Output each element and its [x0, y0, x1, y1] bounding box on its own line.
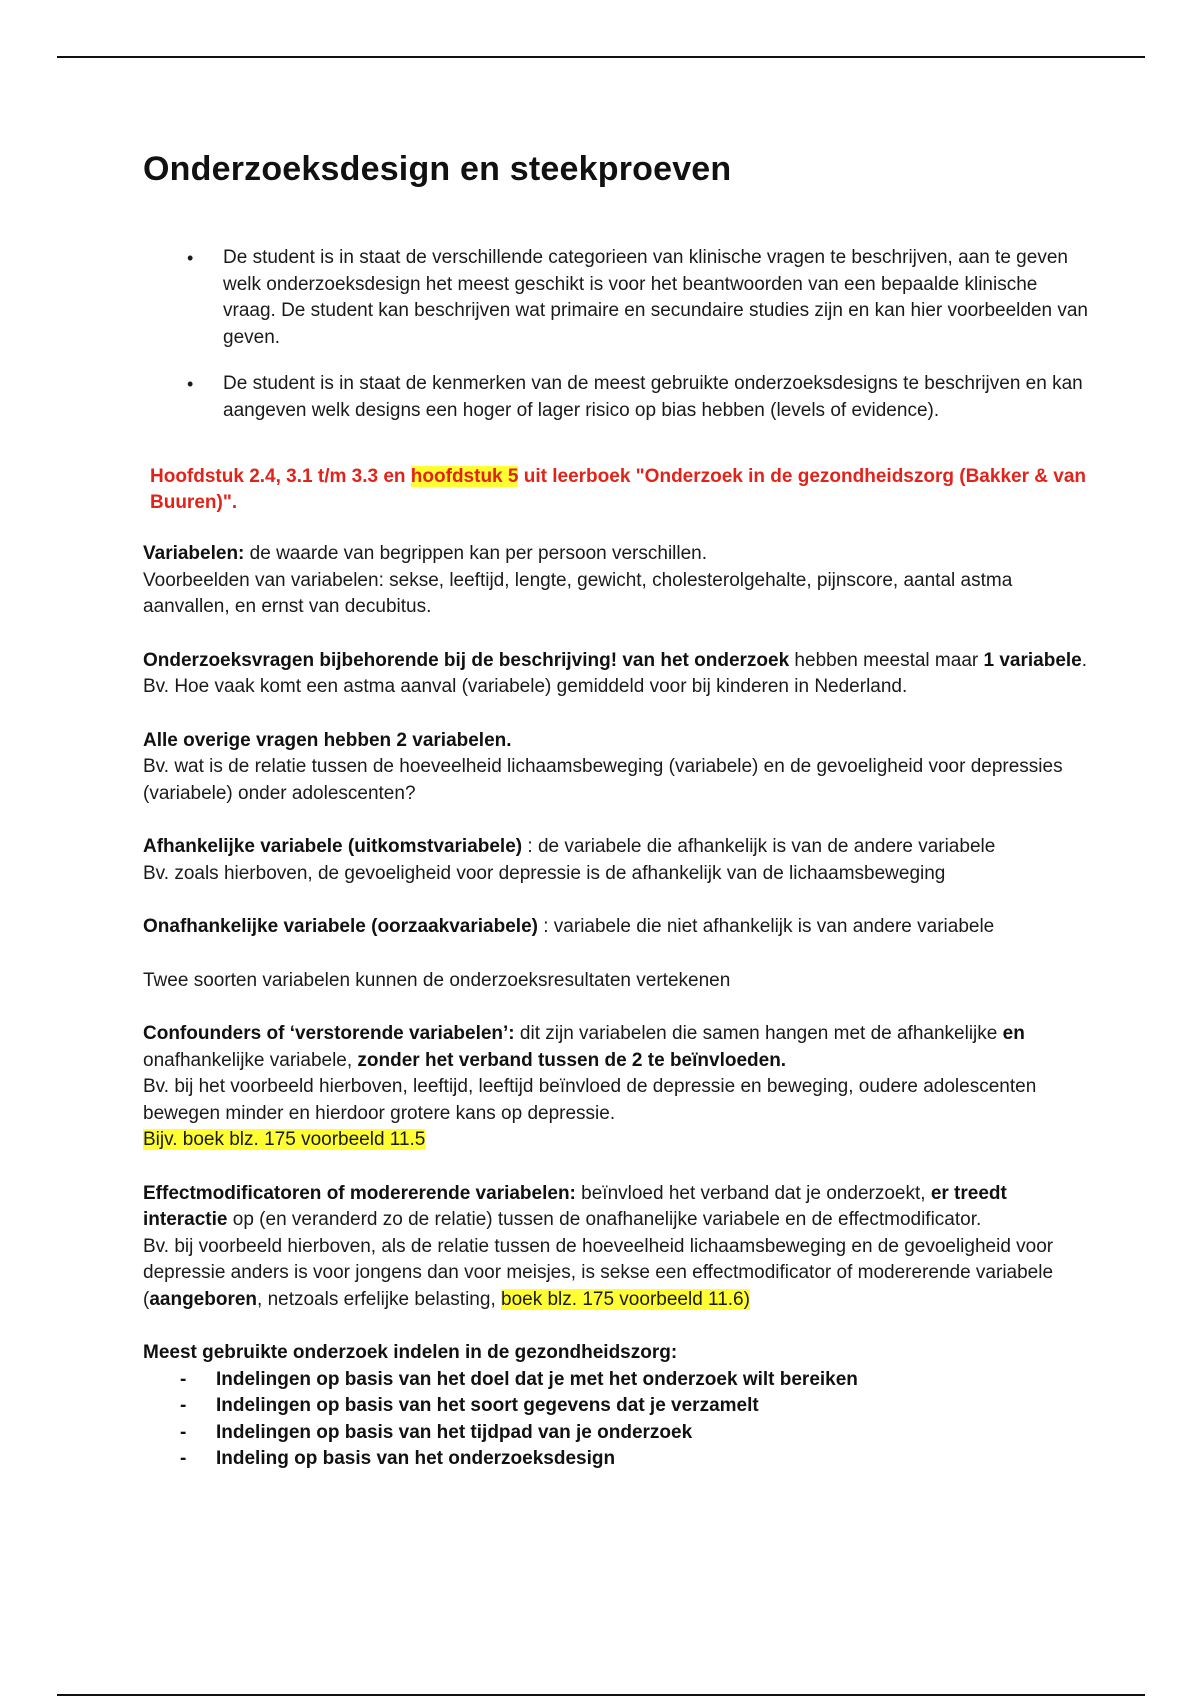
- list-item-text: Indelingen op basis van het soort gegevens dat je verzamelt: [216, 1395, 759, 1416]
- indelen-heading-text: Meest gebruikte onderzoek indelen in de gezondheidszorg:: [143, 1342, 678, 1363]
- beschrijving-bold-2: 1 variabele: [983, 649, 1082, 671]
- effectmod-bold-2: er treedt interactie: [143, 1182, 1007, 1230]
- list-item-text: Indelingen op basis van het tijdpad van je onderzoek: [216, 1421, 693, 1443]
- beschrijving-bold: Onderzoeksvragen bijbehorende bij de beschrijving! van het onderzoek: [143, 649, 790, 671]
- effectmod-term: Effectmodificatoren of modererende variabelen:: [143, 1182, 576, 1204]
- confounders-highlight: Bijv. boek blz. 175 voorbeeld 11.5: [143, 1129, 426, 1150]
- effectmod-bold-3: aangeboren: [149, 1288, 258, 1310]
- objective-text: De student is in staat de kenmerken van de meest gebruikte onderzoeksdesigns te beschrijven en kan aangeven welk designs een hoger of lager risico op bias hebben (levels of evidence).: [223, 373, 1083, 421]
- list-item-text: Indeling op basis van het onderzoeksdesign: [216, 1448, 616, 1469]
- dash-icon: -: [180, 1421, 187, 1443]
- bullet-icon: •: [187, 248, 194, 268]
- overige-bold: Alle overige vragen hebben 2 variabelen.: [143, 729, 512, 751]
- objective-text: De student is in staat de verschillende categorieen van klinische vragen te beschrijven, aan te geven welk onderzoeksdesign het meest geschikt is voor het beantwoorden van een bepaalde klinische vraag. De student kan beschrijven wat primaire en secundaire studies zijn en kan hier voorbeelden van geven.: [223, 247, 1088, 348]
- document-page: [143, 150, 1088, 1473]
- beschrijving-paragraph: [143, 648, 1088, 701]
- variabelen-term: Variabelen:: [143, 543, 245, 564]
- learning-objectives: [143, 245, 1088, 424]
- variabelen-examples: Voorbeelden van variabelen: sekse, leeftijd, lengte, gewicht, cholesterolgehalte, pijnscore, aantal astma aanvallen, en ernst van decubitus.: [143, 569, 1013, 617]
- confounders-bold-en: en: [1002, 1023, 1025, 1044]
- effectmod-definition: [143, 1181, 1088, 1234]
- confounders-definition: [143, 1021, 1088, 1074]
- indelen-heading: [143, 1340, 1088, 1367]
- list-item: [143, 1367, 1088, 1394]
- confounders-example: Bv. bij het voorbeeld hierboven, leeftijd, leeftijd beïnvloed de depressie en beweging, oudere adolescenten bewegen minder en hierdoor grotere kans op depressie.: [143, 1076, 1037, 1124]
- effectmod-text-4: , netzoals erfelijke belasting,: [257, 1288, 501, 1310]
- afhankelijk-definition: [143, 834, 1088, 861]
- chapter-text-end: uit leerboek "Onderzoek in de gezondheidszorg (Bakker & van Buuren)".: [150, 466, 1086, 513]
- list-item: [143, 1446, 1088, 1473]
- overige-heading: [143, 728, 1088, 755]
- effectmod-text: beïnvloed het verband dat je onderzoekt,: [575, 1182, 931, 1204]
- effectmod-text-3: Bv. bij voorbeeld hierboven, als de relatie tussen de hoeveelheid lichaamsbeweging en de gevoeligheid voor depressie anders is voor jongens dan voor meisjes, is sekse een effectmodificator of modererende variabele (: [143, 1235, 1054, 1310]
- confounders-reference: [143, 1127, 1088, 1154]
- dash-icon: -: [180, 1448, 187, 1469]
- beschrijving-text-2: . Bv. Hoe vaak komt een astma aanval (variabele) gemiddeld voor bij kinderen in Nederland.: [143, 649, 1088, 697]
- objective-item: [143, 245, 1088, 351]
- confounders-term: Confounders of ‘verstorende variabelen’:: [143, 1023, 515, 1044]
- bullet-icon: •: [187, 374, 194, 394]
- list-item: [143, 1393, 1088, 1420]
- effectmod-example: [143, 1234, 1088, 1314]
- bottom-rule: [57, 1694, 1145, 1696]
- afhankelijk-example: Bv. zoals hierboven, de gevoeligheid voor depressie is de afhankelijk van de lichaamsbeweging: [143, 862, 946, 884]
- onafhankelijk-text: : variabele die niet afhankelijk is van andere variabele: [537, 916, 995, 937]
- onafhankelijk-definition: [143, 914, 1088, 941]
- afhankelijk-text: : de variabele die afhankelijk is van de andere variabele: [522, 836, 996, 857]
- twee-soorten-text: Twee soorten variabelen kunnen de onderzoeksresultaten vertekenen: [143, 969, 731, 991]
- confounders-text: dit zijn variabelen die samen hangen met de afhankelijke: [514, 1023, 1003, 1044]
- confounders-text-2: onafhankelijke variabele,: [143, 1049, 358, 1071]
- top-rule: [57, 56, 1145, 58]
- chapter-reference: [150, 464, 1088, 516]
- beschrijving-text: hebben meestal maar: [789, 649, 984, 671]
- dash-icon: -: [180, 1368, 187, 1390]
- onafhankelijk-term: Onafhankelijke variabele (oorzaakvariabele): [143, 916, 538, 937]
- dash-icon: -: [180, 1395, 187, 1416]
- variabelen-definition-text: de waarde van begrippen kan per persoon verschillen.: [244, 543, 708, 564]
- chapter-text: Hoofdstuk 2.4, 3.1 t/m 3.3 en: [150, 466, 411, 487]
- effectmod-highlight: boek blz. 175 voorbeeld 11.6): [501, 1288, 750, 1310]
- chapter-highlight: hoofdstuk 5: [410, 466, 519, 487]
- objective-item: [143, 371, 1088, 424]
- indelen-list: [143, 1367, 1088, 1473]
- list-item-text: Indelingen op basis van het doel dat je met het onderzoek wilt bereiken: [216, 1368, 858, 1390]
- effectmod-text-2: op (en veranderd zo de relatie) tussen de onafhanelijke variabele en de effectmodificator.: [227, 1209, 982, 1230]
- page-title: Onderzoeksdesign en steekproeven: [143, 150, 732, 188]
- overige-example: Bv. wat is de relatie tussen de hoeveelheid lichaamsbeweging (variabele) en de gevoeligheid voor depressies (variabele) onder adolescenten?: [143, 756, 1063, 804]
- list-item: [143, 1420, 1088, 1447]
- variabelen-definition: [143, 541, 1088, 568]
- afhankelijk-term: Afhankelijke variabele (uitkomstvariabele): [143, 836, 523, 857]
- confounders-bold-3: zonder het verband tussen de 2 te beïnvloeden.: [357, 1049, 787, 1071]
